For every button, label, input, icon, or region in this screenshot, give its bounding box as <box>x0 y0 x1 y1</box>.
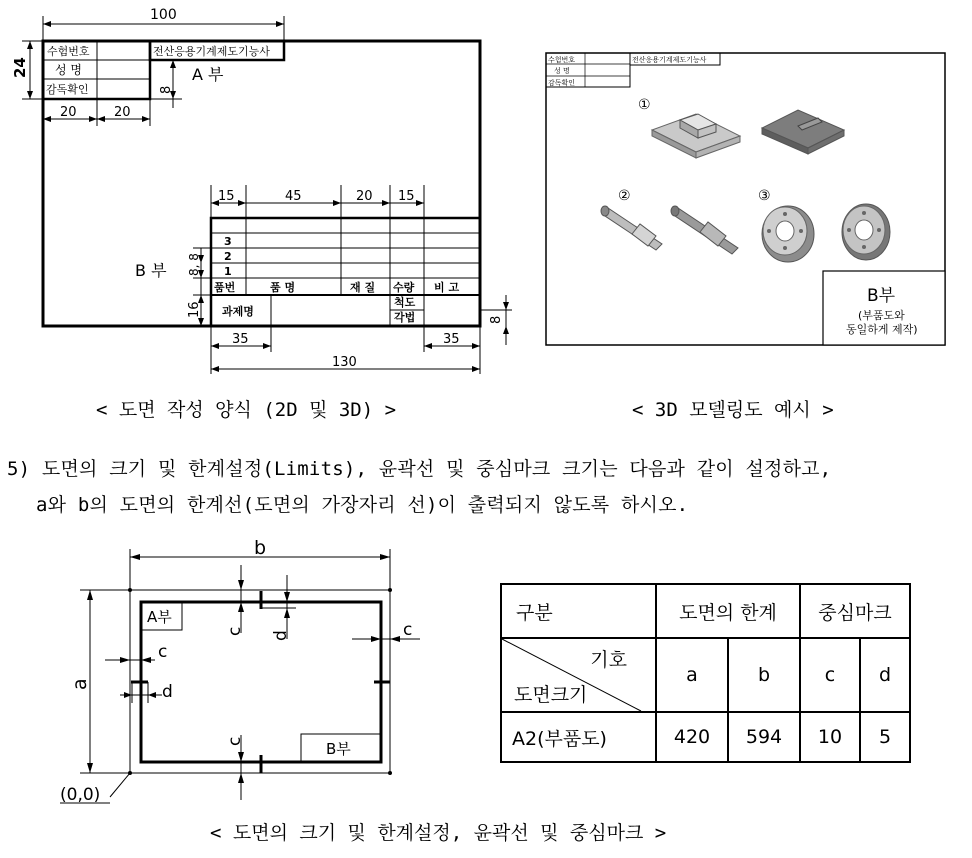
dim-16: 16 <box>187 301 202 318</box>
symbol-d: d <box>860 638 910 712</box>
mark-1: ① <box>638 97 651 113</box>
org-label: 전산응용기계제도기능사 <box>153 45 270 58</box>
b-part-label: B 부 <box>135 261 167 280</box>
mark-3: ③ <box>758 188 771 204</box>
a-part-label: A 부 <box>192 65 224 84</box>
projection-label: 각법 <box>394 311 416 324</box>
org-label-3d: 전산응용기계제도기능사 <box>632 56 707 64</box>
parts-row-3: 3 <box>224 235 232 248</box>
drawing-size-label: 도면크기 <box>514 684 588 706</box>
origin-label: (0,0) <box>60 785 101 805</box>
b-part-note-2: 동일하게 제작) <box>846 323 918 336</box>
dim-8-a: 8 <box>159 85 174 94</box>
label-c-bottom: c <box>225 736 245 746</box>
instruction-line-2: a와 b의 도면의 한계선(도면의 가장자리 선)이 출력되지 않도록 하시오. <box>36 494 689 516</box>
value-c: 10 <box>800 712 860 762</box>
parts-row-1: 1 <box>224 265 232 278</box>
label-c-top: c <box>225 626 245 636</box>
symbol-c: c <box>800 638 860 712</box>
label-c-left: c <box>158 642 168 662</box>
limits-table <box>500 583 911 763</box>
label-c-right: c <box>403 620 413 640</box>
limits-diagram <box>50 535 430 809</box>
dim-8-8: 8, 8 <box>187 253 201 276</box>
exam-number-label-3d: 수험번호 <box>548 56 576 64</box>
caption-3d-example: < 3D 모델링도 예시 > <box>632 399 834 421</box>
exam-number-label: 수험번호 <box>47 45 90 58</box>
parts-row-2: 2 <box>224 250 232 263</box>
header-division: 구분 <box>501 584 656 638</box>
dim-35-b: 35 <box>443 332 460 347</box>
b-part-note-1: (부품도와 <box>858 309 905 322</box>
dim-100: 100 <box>150 7 177 23</box>
b-part-label-3d: B부 <box>867 286 896 306</box>
supervisor-label: 감독확인 <box>46 83 89 96</box>
dim-15-b: 15 <box>398 189 415 204</box>
diagonal-header-cell <box>501 638 656 712</box>
dim-130: 130 <box>332 355 357 370</box>
dim-8-c: 8 <box>489 315 504 324</box>
a-part-box-label: A부 <box>147 608 172 626</box>
modeling-example-3d <box>540 48 950 354</box>
value-a: 420 <box>656 712 728 762</box>
header-note: 비 고 <box>434 281 460 294</box>
dim-24: 24 <box>11 57 29 78</box>
header-part-name: 품 명 <box>270 281 296 294</box>
dim-15-a: 15 <box>218 189 235 204</box>
supervisor-label-3d: 감독확인 <box>548 79 576 87</box>
label-a: a <box>69 678 91 690</box>
caption-drawing-form: < 도면 작성 양식 (2D 및 3D) > <box>96 399 397 421</box>
value-d: 5 <box>860 712 910 762</box>
header-part-no: 품번 <box>214 281 236 294</box>
scale-label: 척도 <box>394 296 416 309</box>
label-b: b <box>254 537 267 559</box>
b-part-box-label: B부 <box>326 740 351 758</box>
header-material: 재 질 <box>350 281 376 294</box>
part3-flange-image <box>762 206 814 262</box>
symbol-label: 기호 <box>590 649 627 671</box>
instruction-line-1: 5) 도면의 크기 및 한계설정(Limits), 윤곽선 및 중심마크 크기는 다음과 같이 설정하고, <box>7 458 832 480</box>
symbol-b: b <box>728 638 800 712</box>
dim-20-b: 20 <box>114 105 131 120</box>
label-d-top: d <box>271 630 291 641</box>
header-qty: 수량 <box>393 281 415 294</box>
symbol-a: a <box>656 638 728 712</box>
mark-2: ② <box>618 188 631 204</box>
dim-20-a: 20 <box>60 105 77 120</box>
header-center-mark: 중심마크 <box>800 584 910 638</box>
name-label-3d: 성 명 <box>554 67 570 75</box>
part3-flange-back-image <box>842 204 890 260</box>
drawing-form-2d <box>0 0 504 384</box>
row-label-a2: A2(부품도) <box>501 712 656 762</box>
dim-35-a: 35 <box>232 332 249 347</box>
value-b: 594 <box>728 712 800 762</box>
caption-limits: < 도면의 크기 및 한계설정, 윤곽선 및 중심마크 > <box>210 822 667 844</box>
header-drawing-limit: 도면의 한계 <box>656 584 800 638</box>
name-label: 성 명 <box>55 63 82 77</box>
dim-20-c: 20 <box>356 189 373 204</box>
dim-45: 45 <box>285 189 302 204</box>
label-d-left: d <box>162 682 173 702</box>
task-name-label: 과제명 <box>222 305 254 318</box>
